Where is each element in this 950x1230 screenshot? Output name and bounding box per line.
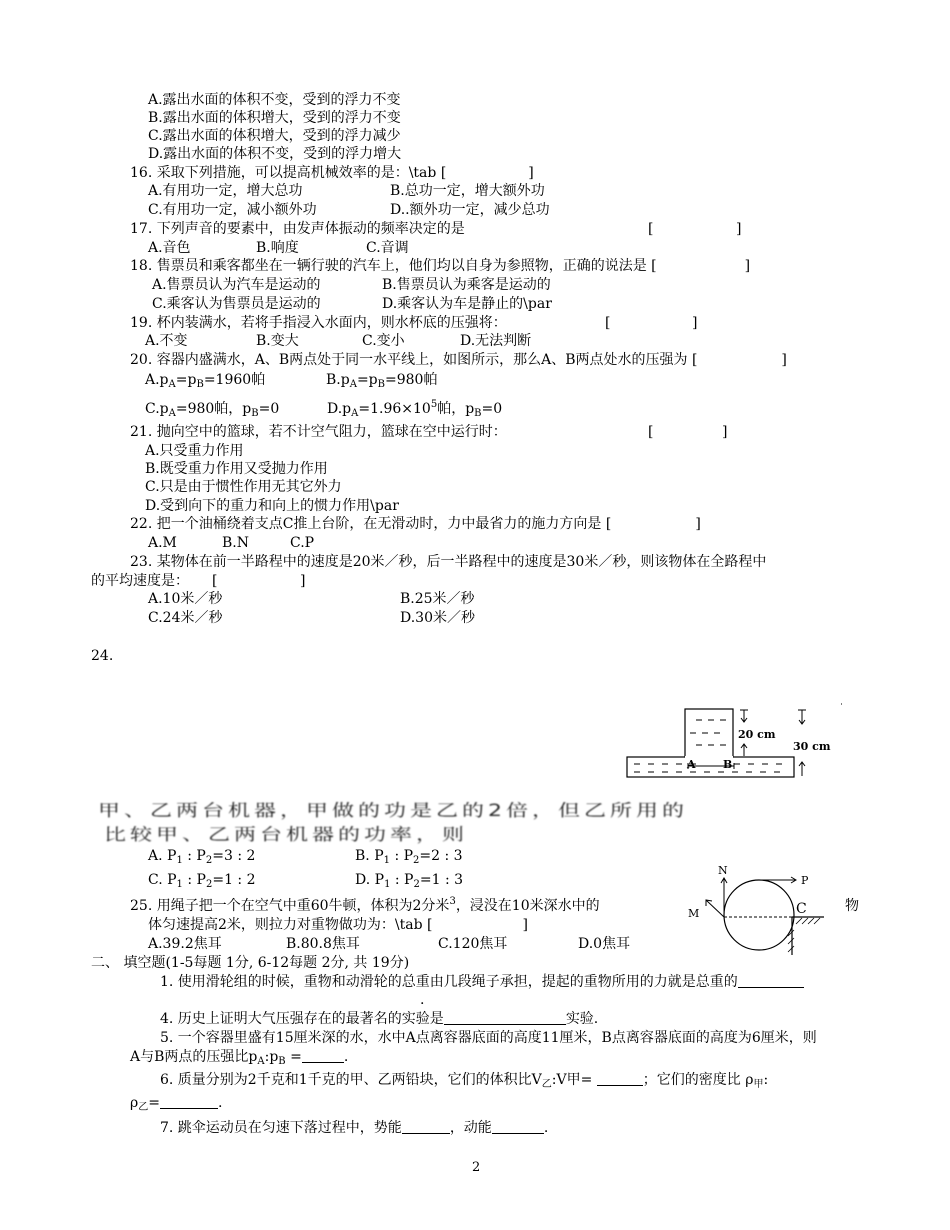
- q24-number: 24.: [91, 648, 114, 664]
- q23-stem: 23. 某物体在前一半路程中的速度是20米／秒，后一半路程中的速度是30米／秒，则该物体在全路程中: [130, 554, 767, 570]
- q15-option-b: B.露出水面的体积增大，受到的浮力不变: [148, 110, 401, 126]
- q25-option-c: C.120焦耳: [438, 936, 508, 952]
- q24-blurred-line1: 甲、乙两台机器，甲做的功是乙的2倍，但乙所用的: [98, 801, 688, 821]
- label-point-a: A: [687, 758, 696, 771]
- q21-bracket-close: ]: [722, 424, 728, 440]
- fill-5-line2: A与B两点的压强比$p_A:p_B$ = .: [130, 1049, 349, 1067]
- q24-option-d: D. $P_1$ : $P_2=1$ : 3: [355, 872, 464, 890]
- q15-option-c: C.露出水面的体积增大，受到的浮力减少: [148, 128, 401, 144]
- q18-stem: 18. 售票员和乘客都坐在一辆行驶的汽车上，他们均以自身为参照物，正确的说法是 [ ]: [130, 258, 751, 274]
- q19-bracket-close: ]: [692, 315, 698, 331]
- tank-figure: [622, 700, 850, 782]
- fill-7: 7. 跳伞运动员在匀速下落过程中，势能 ，动能 .: [160, 1120, 549, 1136]
- q15-option-a: A.露出水面的体积不变，受到的浮力不变: [148, 92, 401, 108]
- label-point-b: B: [723, 758, 733, 771]
- q18-option-c: C.乘客认为售票员是运动的: [152, 296, 321, 312]
- tank-base: [627, 757, 794, 777]
- section2-title: 二、 填空题(1-5每题 1分, 6-12每题 2分, 共 19分): [91, 955, 410, 971]
- q17-option-a: A.音色: [148, 240, 191, 256]
- q21-option-b: B.既受重力作用又受抛力作用: [145, 461, 328, 477]
- q17-option-b: B.响度: [256, 240, 299, 256]
- q25-stem-line2: 体匀速提高2米，则拉力对重物做功为：\tab [ ]: [148, 917, 528, 933]
- q22-option-a: A.M: [148, 535, 177, 551]
- q16-option-a: A.有用功一定，增大总功: [148, 183, 303, 199]
- q17-bracket-open: [: [648, 221, 654, 237]
- fill-6-line2: $\rho_乙=$ .: [130, 1095, 223, 1113]
- q16-option-c: C.有用功一定，减小额外功: [148, 202, 317, 218]
- q25-option-b: B.80.8焦耳: [286, 936, 360, 952]
- q25-stem-tail: 物: [845, 898, 859, 914]
- q25-option-a: A.39.2焦耳: [148, 936, 222, 952]
- q19-option-d: D.无法判断: [460, 333, 532, 349]
- q22-option-c: C.P: [290, 535, 315, 551]
- q18-option-b: B.售票员认为乘客是运动的: [382, 277, 551, 293]
- fill-4: 4. 历史上证明大气压强存在的最著名的实验是 实验.: [160, 1011, 599, 1027]
- q18-option-d: D.乘客认为车是静止的\par: [382, 296, 552, 312]
- q19-option-c: C.变小: [362, 333, 405, 349]
- q21-stem: 21. 抛向空中的篮球，若不计空气阻力，篮球在空中运行时：: [130, 424, 507, 440]
- q16-option-d: D..额外功一定，减少总功: [390, 202, 550, 218]
- q23-option-c: C.24米／秒: [148, 610, 223, 626]
- q18-option-a: A.售票员认为汽车是运动的: [152, 277, 321, 293]
- page-number: 2: [472, 1160, 481, 1175]
- q16-option-b: B.总功一定，增大额外功: [390, 183, 545, 199]
- q15-option-d: D.露出水面的体积不变，受到的浮力增大: [148, 146, 402, 162]
- q21-bracket-open: [: [648, 424, 654, 440]
- q20-option-d: $D.p_A=1.96\times 10^5$帕，$p_B=0$: [327, 399, 503, 419]
- q16-stem: 16. 采取下列措施，可以提高机械效率的是：\tab [ ]: [130, 165, 534, 181]
- barrel-figure: [684, 860, 844, 956]
- label-n: N: [718, 864, 728, 877]
- q22-option-b: B.N: [222, 535, 249, 551]
- label-20cm: 20 cm: [738, 728, 776, 741]
- q17-bracket-close: ]: [736, 221, 742, 237]
- q17-stem: 17. 下列声音的要素中，由发声体振动的频率决定的是: [130, 221, 465, 237]
- q24-option-c: C. $P_1$ : $P_2=1$ : 2: [148, 872, 256, 890]
- fill-1: 1. 使用滑轮组的时候，重物和动滑轮的总重由几段绳子承担，提起的重物所用的力就是总重的: [160, 974, 804, 991]
- q23-bracket-close: ]: [300, 573, 306, 589]
- label-m: M: [688, 907, 700, 920]
- q25-option-d: D.0焦耳: [578, 936, 631, 952]
- fill-6: 6. 质量分别为2千克和1千克的甲、乙两铅块，它们的体积比$V_乙:V$甲= ；它们的密度比 $\rho_甲$:: [160, 1072, 769, 1090]
- q20-option-a: $A.p_A=p_B=1960$帕: [145, 372, 266, 390]
- label-c: C: [796, 901, 807, 917]
- q24-blurred-line2: 比较甲、乙两台机器的功率，则: [104, 825, 469, 845]
- q23-stem-line2: 的平均速度是：: [91, 573, 189, 589]
- q24-option-a: A. $P_1$ : $P_2=3$ : 2: [148, 848, 256, 866]
- q23-option-b: B.25米／秒: [400, 591, 475, 607]
- q21-option-c: C.只是由于惯性作用无其它外力: [145, 479, 342, 495]
- q24-option-b: B. $P_1$ : $P_2=2$ : 3: [355, 848, 463, 866]
- q19-option-a: A.不变: [145, 333, 188, 349]
- fill-1-dot: .: [420, 992, 425, 1008]
- fill-5: 5. 一个容器里盛有15厘米深的水，水中A点离容器底面的高度11厘米，B点离容器底面的高度为6厘米，则: [160, 1030, 817, 1046]
- q20-option-b: $B.p_A=p_B=980$帕: [326, 372, 438, 390]
- q25-stem: 25. 用绳子把一个在空气中重60牛顿，体积为2分米$^3$，浸没在10米深水中的: [130, 896, 600, 914]
- q23-option-d: D.30米／秒: [400, 610, 475, 626]
- q19-option-b: B.变大: [256, 333, 299, 349]
- q21-option-a: A.只受重力作用: [145, 443, 244, 459]
- q19-stem: 19. 杯内装满水，若将手指浸入水面内，则水杯底的压强将：: [130, 315, 507, 331]
- label-30cm: 30 cm: [793, 740, 831, 753]
- barrel-circle: [724, 880, 794, 950]
- q23-bracket-open: [: [212, 573, 218, 589]
- q20-option-c: $C.p_A=980$帕，$p_B=0$: [145, 401, 280, 419]
- q19-bracket-open: [: [605, 315, 611, 331]
- label-p: P: [801, 874, 809, 887]
- q21-option-d: D.受到向下的重力和向上的惯力作用\par: [145, 498, 399, 514]
- q17-option-c: C.音调: [366, 240, 409, 256]
- q23-option-a: A.10米／秒: [148, 591, 223, 607]
- q20-stem: 20. 容器内盛满水，A、B两点处于同一水平线上，如图所示，那么A、B两点处水的压强为 [ ]: [130, 352, 787, 368]
- q22-stem: 22. 把一个油桶绕着支点C推上台阶，在无滑动时，力中最省力的施力方向是 [ ]: [130, 516, 701, 532]
